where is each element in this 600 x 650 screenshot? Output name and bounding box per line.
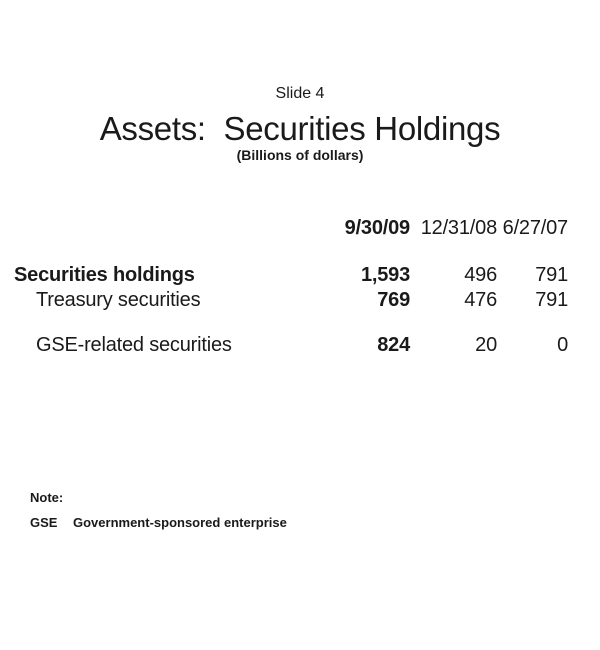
table-row-securities-holdings [14, 265, 568, 285]
note-definition: Government-sponsored enterprise [73, 515, 287, 530]
slide-number: Slide 4 [275, 85, 325, 102]
row-label: GSE-related securities [36, 334, 232, 356]
note-definition-line [30, 516, 287, 529]
cell-value: 1,593 [360, 264, 410, 286]
column-header-date-2: 12/31/08 [420, 217, 497, 239]
cell-value: 20 [475, 334, 497, 356]
note-heading: Note: [30, 490, 64, 505]
cell-value: 791 [535, 289, 568, 311]
cell-value: 824 [377, 334, 410, 356]
column-header-date-3: 6/27/07 [502, 217, 568, 239]
cell-value: 496 [464, 264, 497, 286]
table-header-row [14, 218, 568, 238]
cell-value: 476 [464, 289, 497, 311]
slide-subtitle: (Billions of dollars) [236, 147, 364, 163]
page-title: Assets: Securities Holdings [99, 110, 501, 147]
note-abbr: GSE [30, 515, 58, 530]
cell-value: 791 [535, 264, 568, 286]
cell-value: 769 [377, 289, 410, 311]
row-label: Treasury securities [36, 289, 201, 311]
column-header-date-1: 9/30/09 [344, 217, 410, 239]
cell-value: 0 [557, 334, 568, 356]
row-label: Securities holdings [14, 264, 195, 286]
header-spacer [14, 218, 314, 238]
table-row-gse-related-securities [14, 335, 568, 355]
table-row-treasury-securities [14, 290, 568, 310]
